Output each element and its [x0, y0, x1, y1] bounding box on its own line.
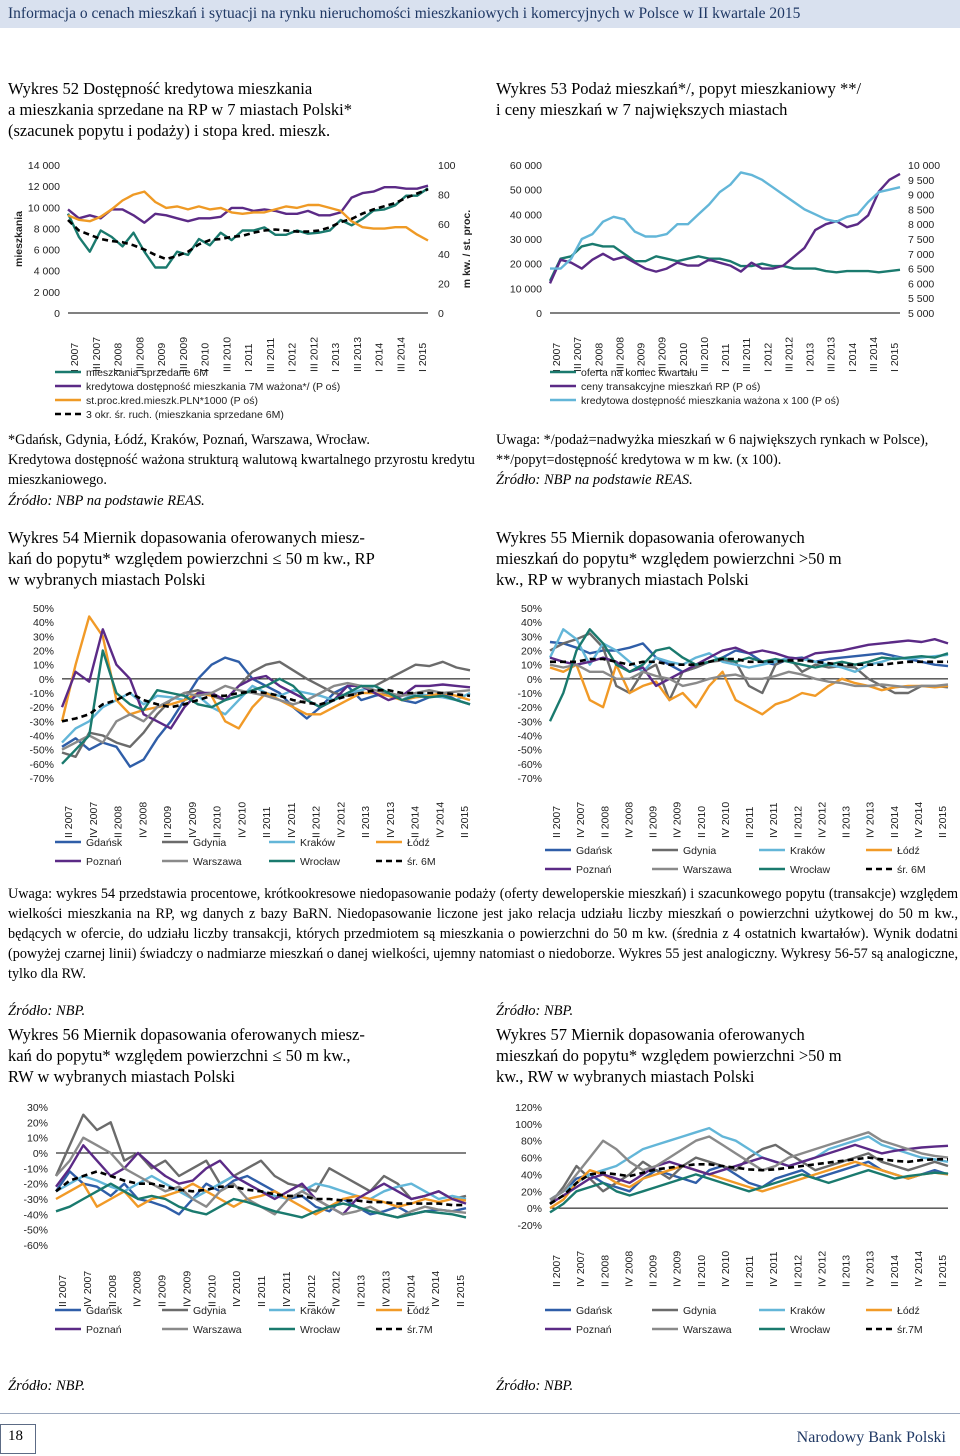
x-tick-label: I 2012 — [286, 342, 299, 372]
x-tick-label: II 2011 — [256, 1275, 268, 1307]
x-tick-label: I 2007 — [69, 342, 81, 372]
x-tick-label: IV 2012 — [330, 1270, 343, 1307]
x-tick-label: IV 2013 — [384, 801, 397, 838]
y2-tick-label: 7 000 — [908, 248, 935, 261]
y-tick-label: 10 000 — [27, 202, 60, 215]
x-tick-label: IV 2008 — [623, 801, 636, 838]
legend-label: Warszawa — [193, 1324, 242, 1336]
y-tick-label: 30 000 — [509, 234, 542, 246]
legend-label: Gdynia — [683, 1305, 717, 1317]
y2-tick-label: 0 — [438, 308, 444, 320]
chart-56 — [0, 1095, 485, 1355]
x-tick-label: IV 2011 — [280, 1271, 293, 1307]
y-tick-label: -50% — [23, 1224, 48, 1237]
x-tick-label: II 2008 — [599, 805, 612, 838]
x-tick-label: I 2008 — [112, 342, 125, 372]
x-tick-label: I 2008 — [593, 342, 606, 372]
y-tick-label: 12 000 — [27, 181, 60, 194]
x-tick-label: II 2009 — [156, 1274, 169, 1307]
legend-label: Kraków — [790, 845, 826, 857]
x-tick-label: I 2015 — [417, 342, 429, 372]
y-tick-label: 6 000 — [33, 244, 60, 257]
x-tick-label: I 2013 — [330, 342, 342, 372]
x-tick-label: I 2011 — [243, 343, 255, 372]
legend-label: śr.7M — [407, 1324, 433, 1336]
y-tick-label: 120% — [515, 1102, 542, 1114]
x-tick-label: II 2012 — [792, 1254, 805, 1287]
x-tick-label: III 2009 — [177, 336, 190, 372]
legend-label: Wrocław — [300, 856, 341, 868]
y-tick-label: 20% — [520, 645, 542, 658]
legend-label: śr. 6M — [897, 864, 926, 876]
x-tick-label: IV 2007 — [575, 801, 588, 838]
x-tick-label: II 2010 — [206, 1274, 219, 1307]
x-tick-label: II 2014 — [888, 1254, 901, 1287]
chart-55-title-line: mieszkań do popytu* względem powierzchni >50 m — [496, 549, 842, 568]
y2-tick-label: 10 000 — [908, 160, 941, 172]
x-tick-label: IV 2013 — [380, 1270, 393, 1307]
chart-52-title-line: (szacunek popytu i podaży) i stopa kred. mieszk. — [8, 121, 331, 140]
chart-54-title-line: w wybranych miastach Polski — [8, 570, 206, 589]
y-tick-label: 100% — [515, 1118, 542, 1131]
chart-52-title — [8, 78, 478, 141]
chart-52-source: Źródło: NBP na podstawie REAS. — [8, 493, 205, 509]
x-tick-label: II 2014 — [409, 805, 422, 838]
chart-52-note — [8, 430, 478, 490]
x-tick-label: I 2010 — [199, 342, 212, 372]
legend-label: Kraków — [300, 1305, 336, 1317]
x-tick-label: I 2012 — [762, 342, 775, 372]
y-tick-label: -70% — [517, 773, 542, 785]
methodology-note: Uwaga: wykres 54 przedstawia procentowe, krótkookresowe niedopasowanie podaży (oferty deweloperskie mieszkań) i szacunkowego popytu (transakcje) względem wielkości mieszkania na RP, wg danych z bazy BaRN. Niedopasowanie liczone jest jako relacja udziału liczby mieszkań o powierzchni użytkowej do 50 m kw., będących w ofercie, do udziału liczby transakcji, których przedmiotem są mieszkania o powierzchni do 50 m kw. (średnia z 4 ostatnich kwartałów). Wynik dodatni (powyżej czarnej linii) świadczy o nadmiarze mieszkań o danej wielkości, ujemny natomiast o niedoborze. Wykres 55 jest analogiczny. Wykresy 56-57 są analogiczne, tylko dla RW. — [8, 886, 958, 982]
y-tick-label: 20% — [26, 1117, 48, 1130]
chart-53-note-line: Uwaga: */podaż=nadwyżka mieszkań w 6 największych rynkach w Polsce), **/popyt=dostępność kredytowa w m kw. (x 100). — [496, 432, 929, 468]
x-tick-label: IV 2012 — [335, 801, 348, 838]
y2-tick-label: 6 500 — [908, 263, 935, 276]
chart-52-title-line: a mieszkania sprzedane na RP w 7 miastach Polski* — [8, 100, 352, 119]
y-tick-label: 50 000 — [509, 184, 542, 197]
x-tick-label: I 2013 — [804, 342, 817, 372]
x-tick-label: III 2014 — [395, 336, 408, 372]
page-number: 18 — [8, 1428, 23, 1444]
x-tick-label: I 2015 — [889, 342, 901, 372]
y2-tick-label: 40 — [438, 248, 450, 261]
x-tick-label: II 2015 — [937, 805, 949, 838]
chart-55 — [490, 598, 960, 883]
x-tick-label: IV 2013 — [864, 1250, 877, 1287]
legend-label: Gdynia — [193, 1305, 227, 1317]
y2-tick-label: 5 000 — [908, 308, 935, 320]
x-tick-label: III 2007 — [572, 336, 585, 372]
y-tick-label: 40 000 — [509, 209, 542, 222]
x-tick-label: II 2011 — [744, 1255, 756, 1287]
y-tick-label: 30% — [520, 631, 542, 644]
y-tick-label: -30% — [517, 716, 542, 729]
y-axis-title: mieszkania — [13, 210, 25, 268]
report-header — [0, 0, 960, 28]
legend-label: Kraków — [790, 1305, 826, 1317]
series-line — [550, 244, 900, 281]
x-tick-label: IV 2012 — [816, 801, 829, 838]
x-tick-label: II 2008 — [112, 805, 125, 838]
x-tick-label: III 2008 — [134, 336, 147, 372]
legend-label: Warszawa — [683, 864, 732, 876]
legend-label: Gdańsk — [576, 845, 613, 857]
y-tick-label: 40% — [520, 1169, 542, 1182]
legend-label: Wrocław — [300, 1324, 341, 1336]
y-tick-label: 2 000 — [33, 286, 60, 299]
y-tick-label: 8 000 — [33, 223, 60, 236]
x-tick-label: III 2013 — [351, 336, 364, 372]
chart-52-note-line: *Gdańsk, Gdynia, Łódź, Kraków, Poznań, Warszawa, Wrocław. — [8, 432, 370, 448]
x-tick-label: IV 2014 — [434, 801, 447, 838]
legend-label: Gdynia — [683, 845, 717, 857]
y2-tick-label: 80 — [438, 189, 450, 202]
y2-axis-title: m kw. / st. proc. — [461, 209, 473, 289]
x-tick-label: II 2011 — [744, 806, 756, 838]
chart-57 — [490, 1095, 960, 1355]
x-tick-label: II 2009 — [162, 805, 174, 838]
chart-57-title — [496, 1024, 958, 1087]
legend-label: Poznań — [576, 864, 612, 876]
x-tick-label: II 2014 — [888, 805, 901, 838]
chart-53-title-line: i ceny mieszkań w 7 największych miastach — [496, 100, 788, 119]
x-tick-label: II 2010 — [211, 805, 224, 838]
y2-tick-label: 9 500 — [908, 174, 935, 187]
y-tick-label: -10% — [23, 1163, 48, 1176]
x-tick-label: IV 2012 — [816, 1250, 829, 1287]
legend-label: Gdańsk — [86, 1305, 123, 1317]
x-tick-label: II 2013 — [360, 805, 372, 838]
x-tick-label: III 2010 — [698, 336, 711, 372]
y-tick-label: 50% — [520, 603, 542, 615]
x-tick-label: II 2013 — [355, 1274, 368, 1307]
x-tick-label: IV 2007 — [575, 1250, 588, 1287]
x-tick-label: II 2009 — [647, 805, 660, 838]
legend-label: Wrocław — [790, 864, 831, 876]
y-tick-label: -60% — [23, 1240, 48, 1252]
legend-label: Gdańsk — [576, 1305, 613, 1317]
x-tick-label: IV 2011 — [768, 802, 781, 838]
legend-label: kredytowa dostępność mieszkania 7M ważona*/ (P oś) — [86, 381, 341, 393]
x-tick-label: III 2013 — [825, 336, 838, 372]
chart-56-title-line: RW w wybranych miastach Polski — [8, 1067, 236, 1086]
legend-label: śr. 6M — [407, 856, 436, 868]
y-tick-label: -70% — [29, 773, 54, 785]
chart-53-title-line: Wykres 53 Podaż mieszkań*/, popyt mieszkaniowy **/ — [496, 79, 862, 98]
y-tick-label: -10% — [517, 688, 542, 700]
chart-54-title-line: Wykres 54 Miernik dopasowania oferowanych miesz- — [8, 528, 365, 547]
y-tick-label: 10% — [26, 1132, 48, 1145]
x-tick-label: III 2011 — [264, 337, 277, 372]
legend-label: Kraków — [300, 837, 336, 849]
legend-label: oferta na koniec kwartału — [581, 367, 698, 379]
y-tick-label: -20% — [517, 1220, 542, 1232]
chart-55-title — [496, 527, 958, 590]
y-tick-label: -30% — [23, 1194, 48, 1206]
y-tick-label: 20% — [32, 645, 54, 658]
chart-56-title-line: Wykres 56 Miernik dopasowania oferowanych miesz- — [8, 1025, 365, 1044]
y2-tick-label: 6 000 — [908, 278, 935, 291]
chart-54 — [0, 598, 485, 883]
x-tick-label: IV 2010 — [236, 801, 249, 838]
x-tick-label: II 2008 — [599, 1254, 612, 1287]
y-tick-label: 60% — [520, 1152, 542, 1165]
x-tick-label: II 2007 — [57, 1274, 69, 1307]
y-tick-label: -60% — [517, 758, 542, 771]
x-tick-label: I 2014 — [373, 342, 386, 372]
x-tick-label: II 2015 — [459, 805, 471, 838]
series-line — [56, 1184, 466, 1218]
legend-label: Gdańsk — [86, 837, 123, 849]
x-tick-label: II 2012 — [310, 805, 323, 838]
x-tick-label: II 2012 — [792, 805, 805, 838]
x-tick-label: III 2010 — [221, 336, 234, 372]
x-tick-label: IV 2007 — [87, 801, 100, 838]
x-tick-label: II 2007 — [63, 805, 75, 838]
x-tick-label: III 2012 — [783, 336, 796, 372]
chart-53-title — [496, 78, 958, 120]
y-tick-label: 10 000 — [509, 283, 542, 296]
x-tick-label: I 2007 — [551, 342, 563, 372]
chart-54-title — [8, 527, 478, 590]
x-tick-label: II 2013 — [840, 805, 853, 838]
chart-54-title-line: kań do popytu* względem powierzchni ≤ 50 m kw., RP — [8, 549, 375, 568]
chart-53-note — [496, 430, 958, 470]
x-tick-label: III 2008 — [614, 336, 627, 372]
x-tick-label: IV 2010 — [719, 1250, 732, 1287]
chart-53-source: Źródło: NBP na podstawie REAS. — [496, 472, 693, 488]
legend-label: Warszawa — [193, 856, 242, 868]
chart-52-note-line: Kredytowa dostępność ważona strukturą walutową kwartalnego przyrostu kredytu mieszkaniowego. — [8, 452, 475, 488]
legend-label: Wrocław — [790, 1324, 831, 1336]
y-tick-label: 4 000 — [33, 265, 60, 278]
series-line — [550, 174, 900, 284]
chart-57-title-line: mieszkań do popytu* względem powierzchni >50 m — [496, 1046, 842, 1065]
x-tick-label: II 2010 — [695, 1254, 708, 1287]
chart-57-source: Źródło: NBP. — [496, 1378, 574, 1394]
series-line — [550, 1132, 948, 1199]
legend-label: Poznań — [86, 1324, 122, 1336]
y-tick-label: 0% — [526, 673, 542, 686]
y-tick-label: 80% — [520, 1135, 542, 1148]
y2-tick-label: 8 500 — [908, 204, 935, 217]
x-tick-label: II 2015 — [937, 1254, 949, 1287]
y-tick-label: 14 000 — [27, 160, 60, 172]
y-tick-label: 10% — [520, 659, 542, 672]
y-tick-label: 0 — [536, 308, 542, 320]
y-tick-label: 30% — [26, 1102, 48, 1114]
x-tick-label: IV 2013 — [864, 801, 877, 838]
x-tick-label: IV 2010 — [231, 1270, 244, 1307]
x-tick-label: IV 2008 — [623, 1250, 636, 1287]
x-tick-label: II 2014 — [405, 1274, 418, 1307]
legend-label: Łódź — [407, 1305, 430, 1317]
x-tick-label: II 2007 — [551, 1254, 563, 1287]
y-tick-label: 0% — [526, 1203, 542, 1216]
chart-54-source: Źródło: NBP. — [8, 1003, 86, 1019]
chart-52-title-line: Wykres 52 Dostępność kredytowa mieszkania — [8, 79, 313, 98]
x-tick-label: II 2011 — [261, 806, 273, 838]
footer-divider — [0, 1413, 960, 1414]
x-tick-label: IV 2011 — [285, 802, 298, 838]
y-tick-label: -20% — [23, 1178, 48, 1191]
x-tick-label: II 2009 — [647, 1254, 660, 1287]
chart-56-source: Źródło: NBP. — [8, 1378, 86, 1394]
x-tick-label: III 2007 — [90, 336, 103, 372]
x-tick-label: II 2010 — [695, 805, 708, 838]
x-tick-label: I 2009 — [156, 342, 168, 372]
chart-56-title-line: kań do popytu* względem powierzchni ≤ 50 m kw., — [8, 1046, 351, 1065]
x-tick-label: IV 2011 — [768, 1251, 781, 1287]
x-tick-label: IV 2009 — [181, 1270, 194, 1307]
x-tick-label: IV 2014 — [912, 1250, 925, 1287]
y-tick-label: -20% — [29, 702, 54, 715]
y-tick-label: 60 000 — [509, 160, 542, 172]
chart-55-title-line: kw., RP w wybranych miastach Polski — [496, 570, 749, 589]
y-tick-label: 0 — [54, 308, 60, 320]
bank-name: Narodowy Bank Polski — [796, 1429, 946, 1446]
series-line — [68, 186, 428, 223]
y-tick-label: 10% — [32, 659, 54, 672]
y-tick-label: -50% — [517, 744, 542, 757]
x-tick-label: I 2011 — [720, 343, 732, 372]
legend-label: 3 okr. śr. ruch. (mieszkania sprzedane 6M) — [86, 409, 284, 421]
chart-55-title-line: Wykres 55 Miernik dopasowania oferowanych — [496, 528, 805, 547]
y-tick-label: 40% — [32, 617, 54, 630]
chart-56-title — [8, 1024, 478, 1087]
x-tick-label: IV 2009 — [671, 801, 684, 838]
y2-tick-label: 8 000 — [908, 219, 935, 232]
series-line — [550, 665, 948, 715]
x-tick-label: I 2014 — [846, 342, 859, 372]
y-tick-label: 20 000 — [509, 258, 542, 271]
x-tick-label: IV 2007 — [81, 1270, 94, 1307]
series-line — [550, 1145, 948, 1204]
y-tick-label: 0% — [38, 673, 54, 686]
y-tick-label: 20% — [520, 1186, 542, 1199]
x-tick-label: II 2007 — [551, 805, 563, 838]
y-tick-label: -30% — [29, 716, 54, 729]
y-tick-label: -40% — [23, 1209, 48, 1222]
legend-label: Łódź — [897, 1305, 920, 1317]
chart-52 — [0, 150, 490, 425]
y-tick-label: -40% — [29, 730, 54, 743]
chart-55-source: Źródło: NBP. — [496, 1003, 574, 1019]
legend-label: ceny transakcyjne mieszkań RP (P oś) — [581, 381, 761, 393]
y-tick-label: 40% — [520, 617, 542, 630]
y-tick-label: -10% — [29, 688, 54, 700]
y-tick-label: -60% — [29, 758, 54, 771]
chart-57-title-line: kw., RW w wybranych miastach Polski — [496, 1067, 755, 1086]
legend-label: Poznań — [86, 856, 122, 868]
x-tick-label: III 2011 — [741, 337, 754, 372]
x-tick-label: I 2010 — [677, 342, 690, 372]
y-tick-label: 50% — [32, 603, 54, 615]
y-tick-label: 30% — [32, 631, 54, 644]
y-tick-label: 0% — [32, 1148, 48, 1160]
series-line — [550, 1145, 948, 1204]
x-tick-label: II 2008 — [106, 1274, 119, 1307]
y-tick-label: -50% — [29, 744, 54, 757]
x-tick-label: IV 2010 — [719, 801, 732, 838]
x-tick-label: II 2013 — [840, 1254, 853, 1287]
x-tick-label: I 2009 — [635, 342, 648, 372]
x-tick-label: III 2009 — [656, 336, 669, 372]
y2-tick-label: 100 — [438, 160, 456, 172]
y2-tick-label: 9 000 — [908, 189, 935, 202]
y2-tick-label: 7 500 — [908, 234, 935, 246]
x-tick-label: IV 2008 — [131, 1270, 144, 1307]
legend-label: mieszkania sprzedane 6M — [86, 367, 208, 379]
legend-label: st.proc.kred.mieszk.PLN*1000 (P oś) — [86, 395, 258, 407]
report-title: Informacja o cenach mieszkań i sytuacji na rynku nieruchomości mieszkaniowych i komercyjnych w Polsce w II kwartale 2015 — [8, 5, 801, 22]
legend-label: śr.7M — [897, 1324, 923, 1336]
x-tick-label: III 2012 — [308, 336, 321, 372]
x-tick-label: IV 2014 — [912, 801, 925, 838]
legend-label: kredytowa dostępność mieszkania ważona x 100 (P oś) — [581, 395, 840, 407]
x-tick-label: IV 2008 — [137, 801, 150, 838]
legend-label: Warszawa — [683, 1324, 732, 1336]
chart-57-title-line: Wykres 57 Miernik dopasowania oferowanych — [496, 1025, 805, 1044]
legend-label: Łódź — [897, 845, 920, 857]
chart-53 — [490, 150, 960, 415]
y2-tick-label: 20 — [438, 278, 450, 291]
x-tick-label: II 2015 — [455, 1274, 467, 1307]
y2-tick-label: 60 — [438, 219, 450, 232]
x-tick-label: IV 2009 — [671, 1250, 684, 1287]
series-line — [62, 658, 470, 767]
y-tick-label: -40% — [517, 730, 542, 743]
x-tick-label: II 2012 — [305, 1274, 318, 1307]
y-tick-label: -20% — [517, 702, 542, 715]
x-tick-label: III 2014 — [867, 336, 880, 372]
legend-label: Poznań — [576, 1324, 612, 1336]
x-tick-label: IV 2009 — [186, 801, 199, 838]
legend-label: Łódź — [407, 837, 430, 849]
y2-tick-label: 5 500 — [908, 293, 935, 306]
legend-label: Gdynia — [193, 837, 227, 849]
x-tick-label: IV 2014 — [430, 1270, 443, 1307]
